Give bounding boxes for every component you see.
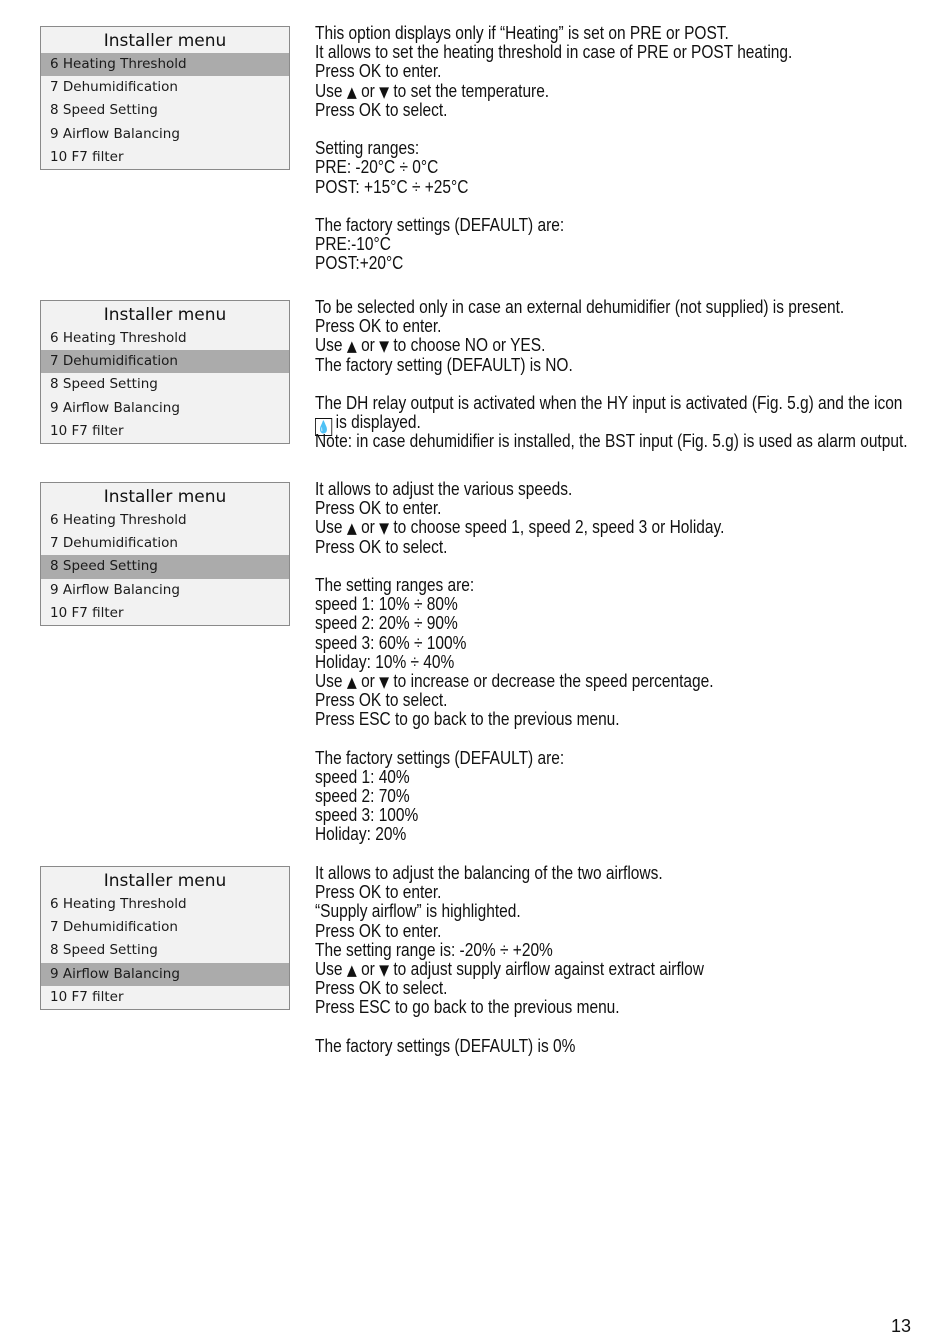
down-arrow-icon: ▼ (379, 337, 390, 356)
menu-item-6-heating-threshold[interactable]: 6 Heating Threshold (50, 512, 187, 528)
text-line: speed 3: 100% (315, 805, 419, 826)
text-line: Press OK to select. (315, 690, 448, 711)
menu-item-9-airflow-balancing[interactable]: 9 Airflow Balancing (41, 963, 289, 986)
text-line: Use ▲ or ▼ to choose NO or YES. (315, 335, 546, 356)
section-airflow-balancing (315, 864, 848, 1056)
down-arrow-icon: ▼ (379, 960, 390, 979)
blank-line (315, 729, 848, 748)
menu-item-10-f7-filter[interactable]: 10 F7 filter (50, 148, 124, 165)
up-arrow-icon: ▲ (346, 82, 357, 101)
text-line: The DH relay output is activated when the HY input is activated (Fig. 5.g) and the icon (315, 392, 903, 413)
menu-item-9-airflow-balancing[interactable]: 9 Airflow Balancing (50, 399, 180, 416)
blank-line (315, 375, 848, 394)
text-line: Press OK to enter. (315, 920, 442, 941)
menu-title: Installer menu (103, 31, 227, 51)
text-line: “Supply airflow” is highlighted. (315, 901, 521, 922)
text-line: PRE:-10°C (315, 234, 391, 255)
text-line: Use ▲ or ▼ to increase or decrease the speed percentage. (315, 670, 714, 691)
text-line: Use ▲ or ▼ to set the temperature. (315, 80, 550, 101)
text-line: speed 2: 20% ÷ 90% (315, 613, 458, 634)
menu-item-10-f7-filter[interactable]: 10 F7 filter (50, 604, 124, 621)
text-line: Press OK to enter. (315, 316, 442, 337)
text-line: Use ▲ or ▼ to adjust supply airflow against extract airflow (315, 958, 704, 979)
text-line: The factory settings (DEFAULT) is 0% (315, 1035, 576, 1056)
text-line: The factory setting (DEFAULT) is NO. (315, 354, 573, 375)
menu-item-7-dehumidification[interactable]: 7 Dehumidification (50, 919, 178, 936)
text-line: speed 3: 60% ÷ 100% (315, 632, 467, 653)
text-line: PRE: -20°C ÷ 0°C (315, 157, 439, 178)
installer-menu-panel (40, 300, 290, 444)
menu-item-7-dehumidification[interactable]: 7 Dehumidification (41, 350, 289, 373)
menu-item-6-heating-threshold[interactable]: 6 Heating Threshold (50, 330, 187, 346)
text-line: 💧 is displayed. (315, 413, 848, 432)
text-line: Press OK to enter. (315, 498, 442, 519)
text-line: It allows to set the heating threshold in case of PRE or POST heating. (315, 42, 793, 63)
text-line: Press OK to enter. (315, 61, 442, 82)
text-line: Use ▲ or ▼ to choose speed 1, speed 2, speed 3 or Holiday. (315, 517, 725, 538)
menu-item-7-dehumidification[interactable]: 7 Dehumidification (50, 79, 178, 96)
menu-item-8-speed-setting[interactable]: 8 Speed Setting (41, 555, 289, 578)
down-arrow-icon: ▼ (379, 82, 390, 101)
menu-item-8-speed-setting[interactable]: 8 Speed Setting (50, 942, 158, 959)
up-arrow-icon: ▲ (346, 960, 357, 979)
down-arrow-icon: ▼ (379, 519, 390, 538)
installer-menu-panel (40, 866, 290, 1010)
section-heating-threshold (315, 24, 848, 273)
menu-title: Installer menu (103, 305, 227, 325)
menu-item-7-dehumidification[interactable]: 7 Dehumidification (50, 535, 178, 552)
text-line: Press OK to select. (315, 536, 448, 557)
text-line: The factory settings (DEFAULT) are: (315, 214, 565, 235)
water-drop-icon: 💧 (315, 418, 332, 436)
text-line: Setting ranges: (315, 138, 420, 159)
text-line: Press ESC to go back to the previous menu. (315, 997, 620, 1018)
blank-line (315, 1018, 848, 1037)
page-number: 13 (890, 1316, 911, 1336)
text-line: Note: in case dehumidifier is installed, the BST input (Fig. 5.g) is used as alarm output. (315, 431, 908, 452)
installer-menu-panel (40, 26, 290, 170)
menu-item-6-heating-threshold[interactable]: 6 Heating Threshold (41, 53, 289, 76)
section-dehumidification (315, 297, 908, 452)
menu-item-10-f7-filter[interactable]: 10 F7 filter (50, 988, 124, 1005)
menu-item-8-speed-setting[interactable]: 8 Speed Setting (50, 102, 158, 119)
text-line: This option displays only if “Heating” is set on PRE or POST. (315, 23, 729, 43)
up-arrow-icon: ▲ (346, 672, 357, 691)
blank-line (315, 197, 848, 216)
text-line: speed 1: 10% ÷ 80% (315, 594, 458, 615)
section-speed-setting (315, 480, 848, 845)
installer-menu-panel (40, 482, 290, 626)
text-line: Holiday: 10% ÷ 40% (315, 651, 455, 672)
text-line: To be selected only in case an external dehumidifier (not supplied) is present. (315, 297, 845, 317)
up-arrow-icon: ▲ (346, 519, 357, 538)
text-line: The setting ranges are: (315, 574, 475, 595)
up-arrow-icon: ▲ (346, 337, 357, 356)
blank-line (315, 120, 848, 139)
menu-item-8-speed-setting[interactable]: 8 Speed Setting (50, 376, 158, 393)
text-line: It allows to adjust the various speeds. (315, 479, 573, 499)
text-line: Holiday: 20% (315, 824, 407, 845)
text-line: POST: +15°C ÷ +25°C (315, 176, 469, 197)
menu-item-9-airflow-balancing[interactable]: 9 Airflow Balancing (50, 581, 180, 598)
text-line: Press OK to enter. (315, 882, 442, 903)
text-line: The setting range is: -20% ÷ +20% (315, 939, 553, 960)
text-line: speed 1: 40% (315, 766, 410, 787)
menu-item-9-airflow-balancing[interactable]: 9 Airflow Balancing (50, 125, 180, 142)
down-arrow-icon: ▼ (379, 672, 390, 691)
text-line: The factory settings (DEFAULT) are: (315, 747, 565, 768)
text-line: speed 2: 70% (315, 786, 410, 806)
text-line: Press OK to select. (315, 978, 448, 999)
menu-item-10-f7-filter[interactable]: 10 F7 filter (50, 422, 124, 439)
menu-title: Installer menu (103, 487, 227, 507)
blank-line (315, 557, 848, 576)
text-line: POST:+20°C (315, 253, 404, 274)
menu-title: Installer menu (103, 871, 227, 891)
text-line: It allows to adjust the balancing of the two airflows. (315, 863, 663, 883)
text-line: Press OK to select. (315, 99, 448, 120)
text-line: Press ESC to go back to the previous menu. (315, 709, 620, 730)
menu-item-6-heating-threshold[interactable]: 6 Heating Threshold (50, 896, 187, 912)
